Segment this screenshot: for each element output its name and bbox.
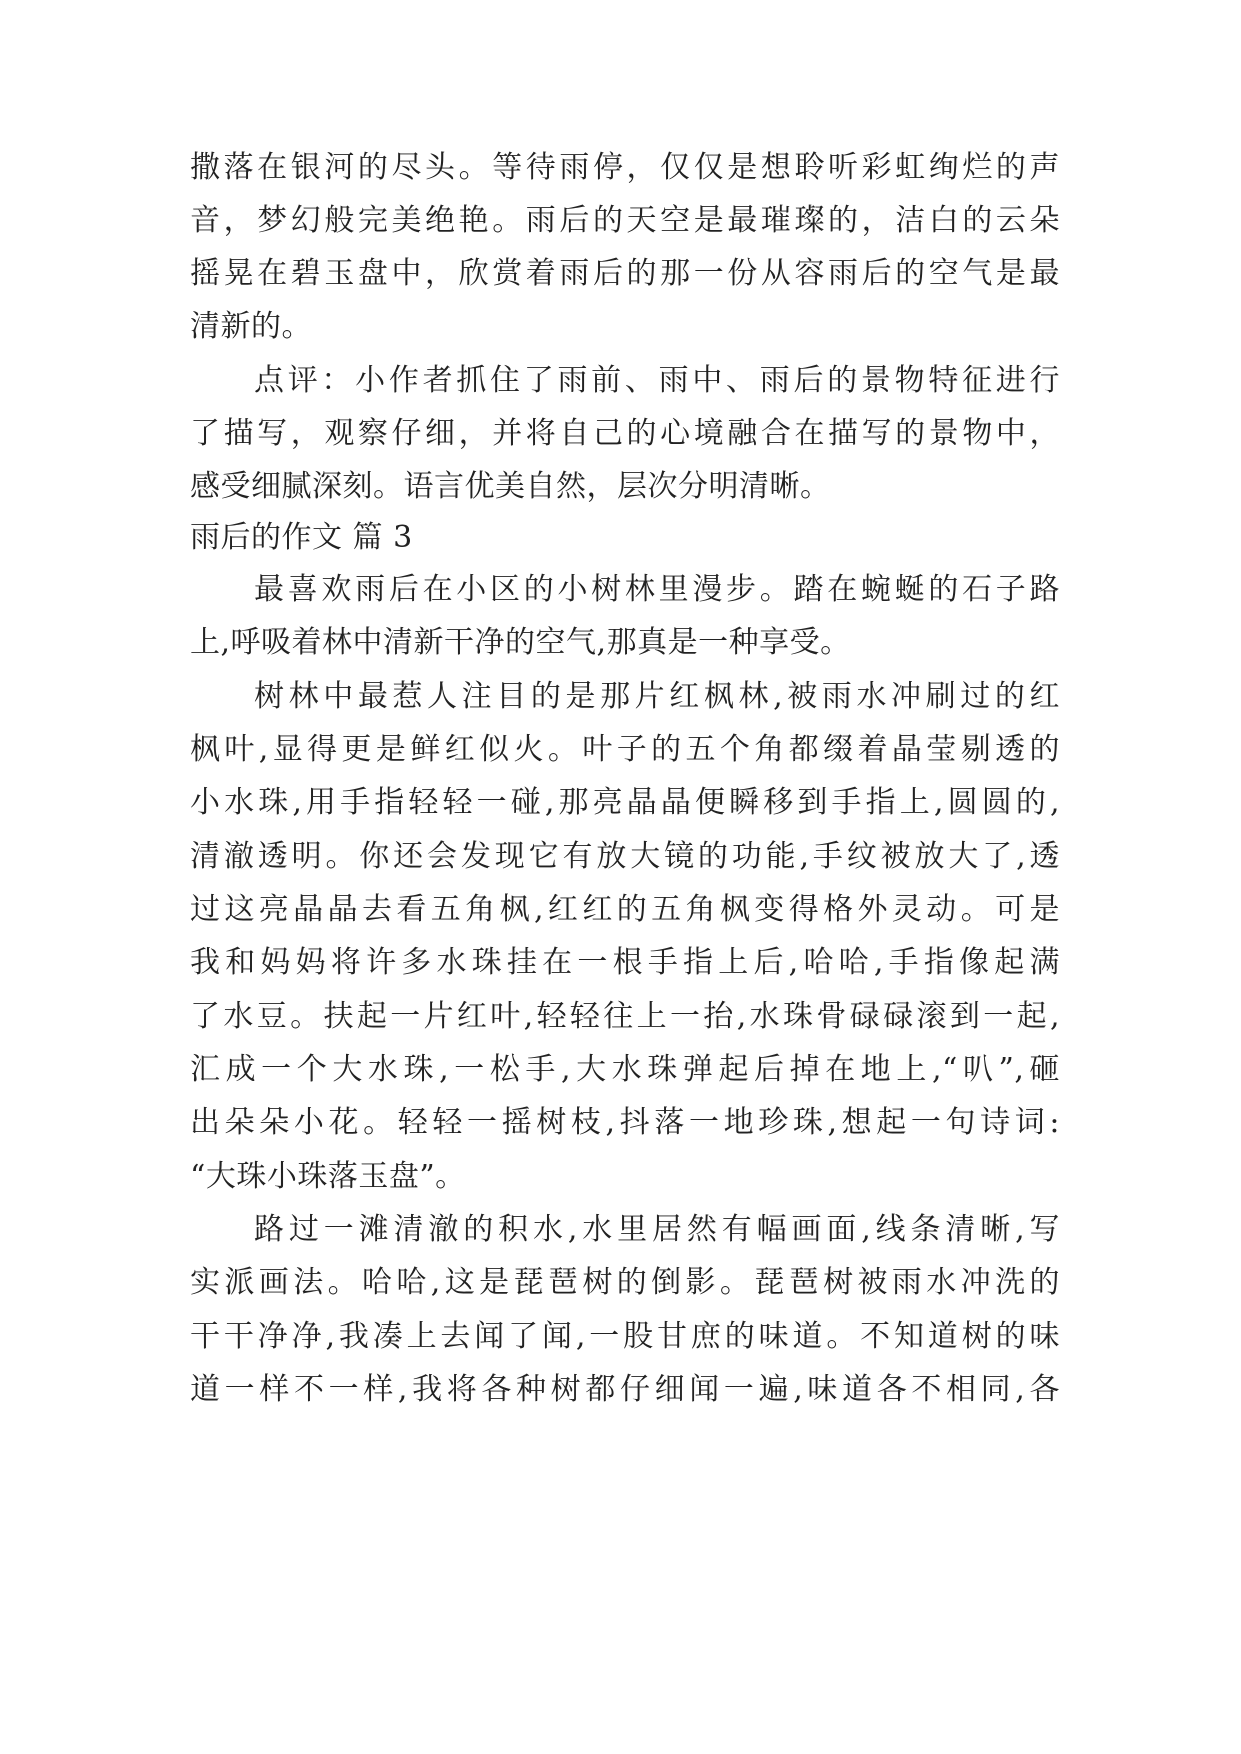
- text-line: 清澈透明。你还会发现它有放大镜的功能,手纹被放大了,透: [190, 839, 1060, 874]
- text-line: 树林中最惹人注目的是那片红枫林,被雨水冲刷过的红: [254, 679, 1060, 714]
- text-line: 上,呼吸着林中清新干净的空气,那真是一种享受。: [190, 625, 851, 660]
- text-line: 点评：小作者抓住了雨前、雨中、雨后的景物特征进行: [254, 363, 1060, 398]
- text-line: 出朵朵小花。轻轻一摇树枝,抖落一地珍珠,想起一句诗词:: [190, 1105, 1060, 1140]
- text-line: 感受细腻深刻。语言优美自然，层次分明清晰。: [190, 469, 831, 504]
- text-line: 了描写，观察仔细，并将自己的心境融合在描写的景物中，: [190, 416, 1060, 451]
- text-line: 清新的。: [190, 309, 312, 344]
- text-line: 音，梦幻般完美绝艳。雨后的天空是最璀璨的，洁白的云朵: [190, 203, 1060, 238]
- text-line: 干干净净,我凑上去闻了闻,一股甘庶的味道。不知道树的味: [190, 1319, 1060, 1354]
- text-line: 最喜欢雨后在小区的小树林里漫步。踏在蜿蜒的石子路: [254, 572, 1060, 607]
- text-line: 撒落在银河的尽头。等待雨停，仅仅是想聆听彩虹绚烂的声: [190, 150, 1060, 185]
- text-line: “大珠小珠落玉盘”。: [190, 1159, 466, 1194]
- text-line: 道一样不一样,我将各种树都仔细闻一遍,味道各不相同,各: [190, 1372, 1060, 1407]
- text-line: 枫叶,显得更是鲜红似火。叶子的五个角都缀着晶莹剔透的: [190, 732, 1060, 767]
- text-line: 小水珠,用手指轻轻一碰,那亮晶晶便瞬移到手指上,圆圆的,: [190, 785, 1060, 820]
- text-line: 路过一滩清澈的积水,水里居然有幅画面,线条清晰,写: [254, 1212, 1060, 1247]
- text-line: 汇成一个大水珠,一松手,大水珠弹起后掉在地上,“叭”,砸: [190, 1052, 1060, 1087]
- text-line: 了水豆。扶起一片红叶,轻轻往上一抬,水珠骨碌碌滚到一起,: [190, 999, 1060, 1034]
- text-line: 摇晃在碧玉盘中，欣赏着雨后的那一份从容雨后的空气是最: [190, 256, 1060, 291]
- section-heading: 雨后的作文 篇 3: [190, 520, 413, 555]
- text-line: 我和妈妈将许多水珠挂在一根手指上后,哈哈,手指像起满: [190, 945, 1060, 980]
- text-line: 实派画法。哈哈,这是琵琶树的倒影。琵琶树被雨水冲洗的: [190, 1265, 1060, 1300]
- text-line: 过这亮晶晶去看五角枫,红红的五角枫变得格外灵动。可是: [190, 892, 1060, 927]
